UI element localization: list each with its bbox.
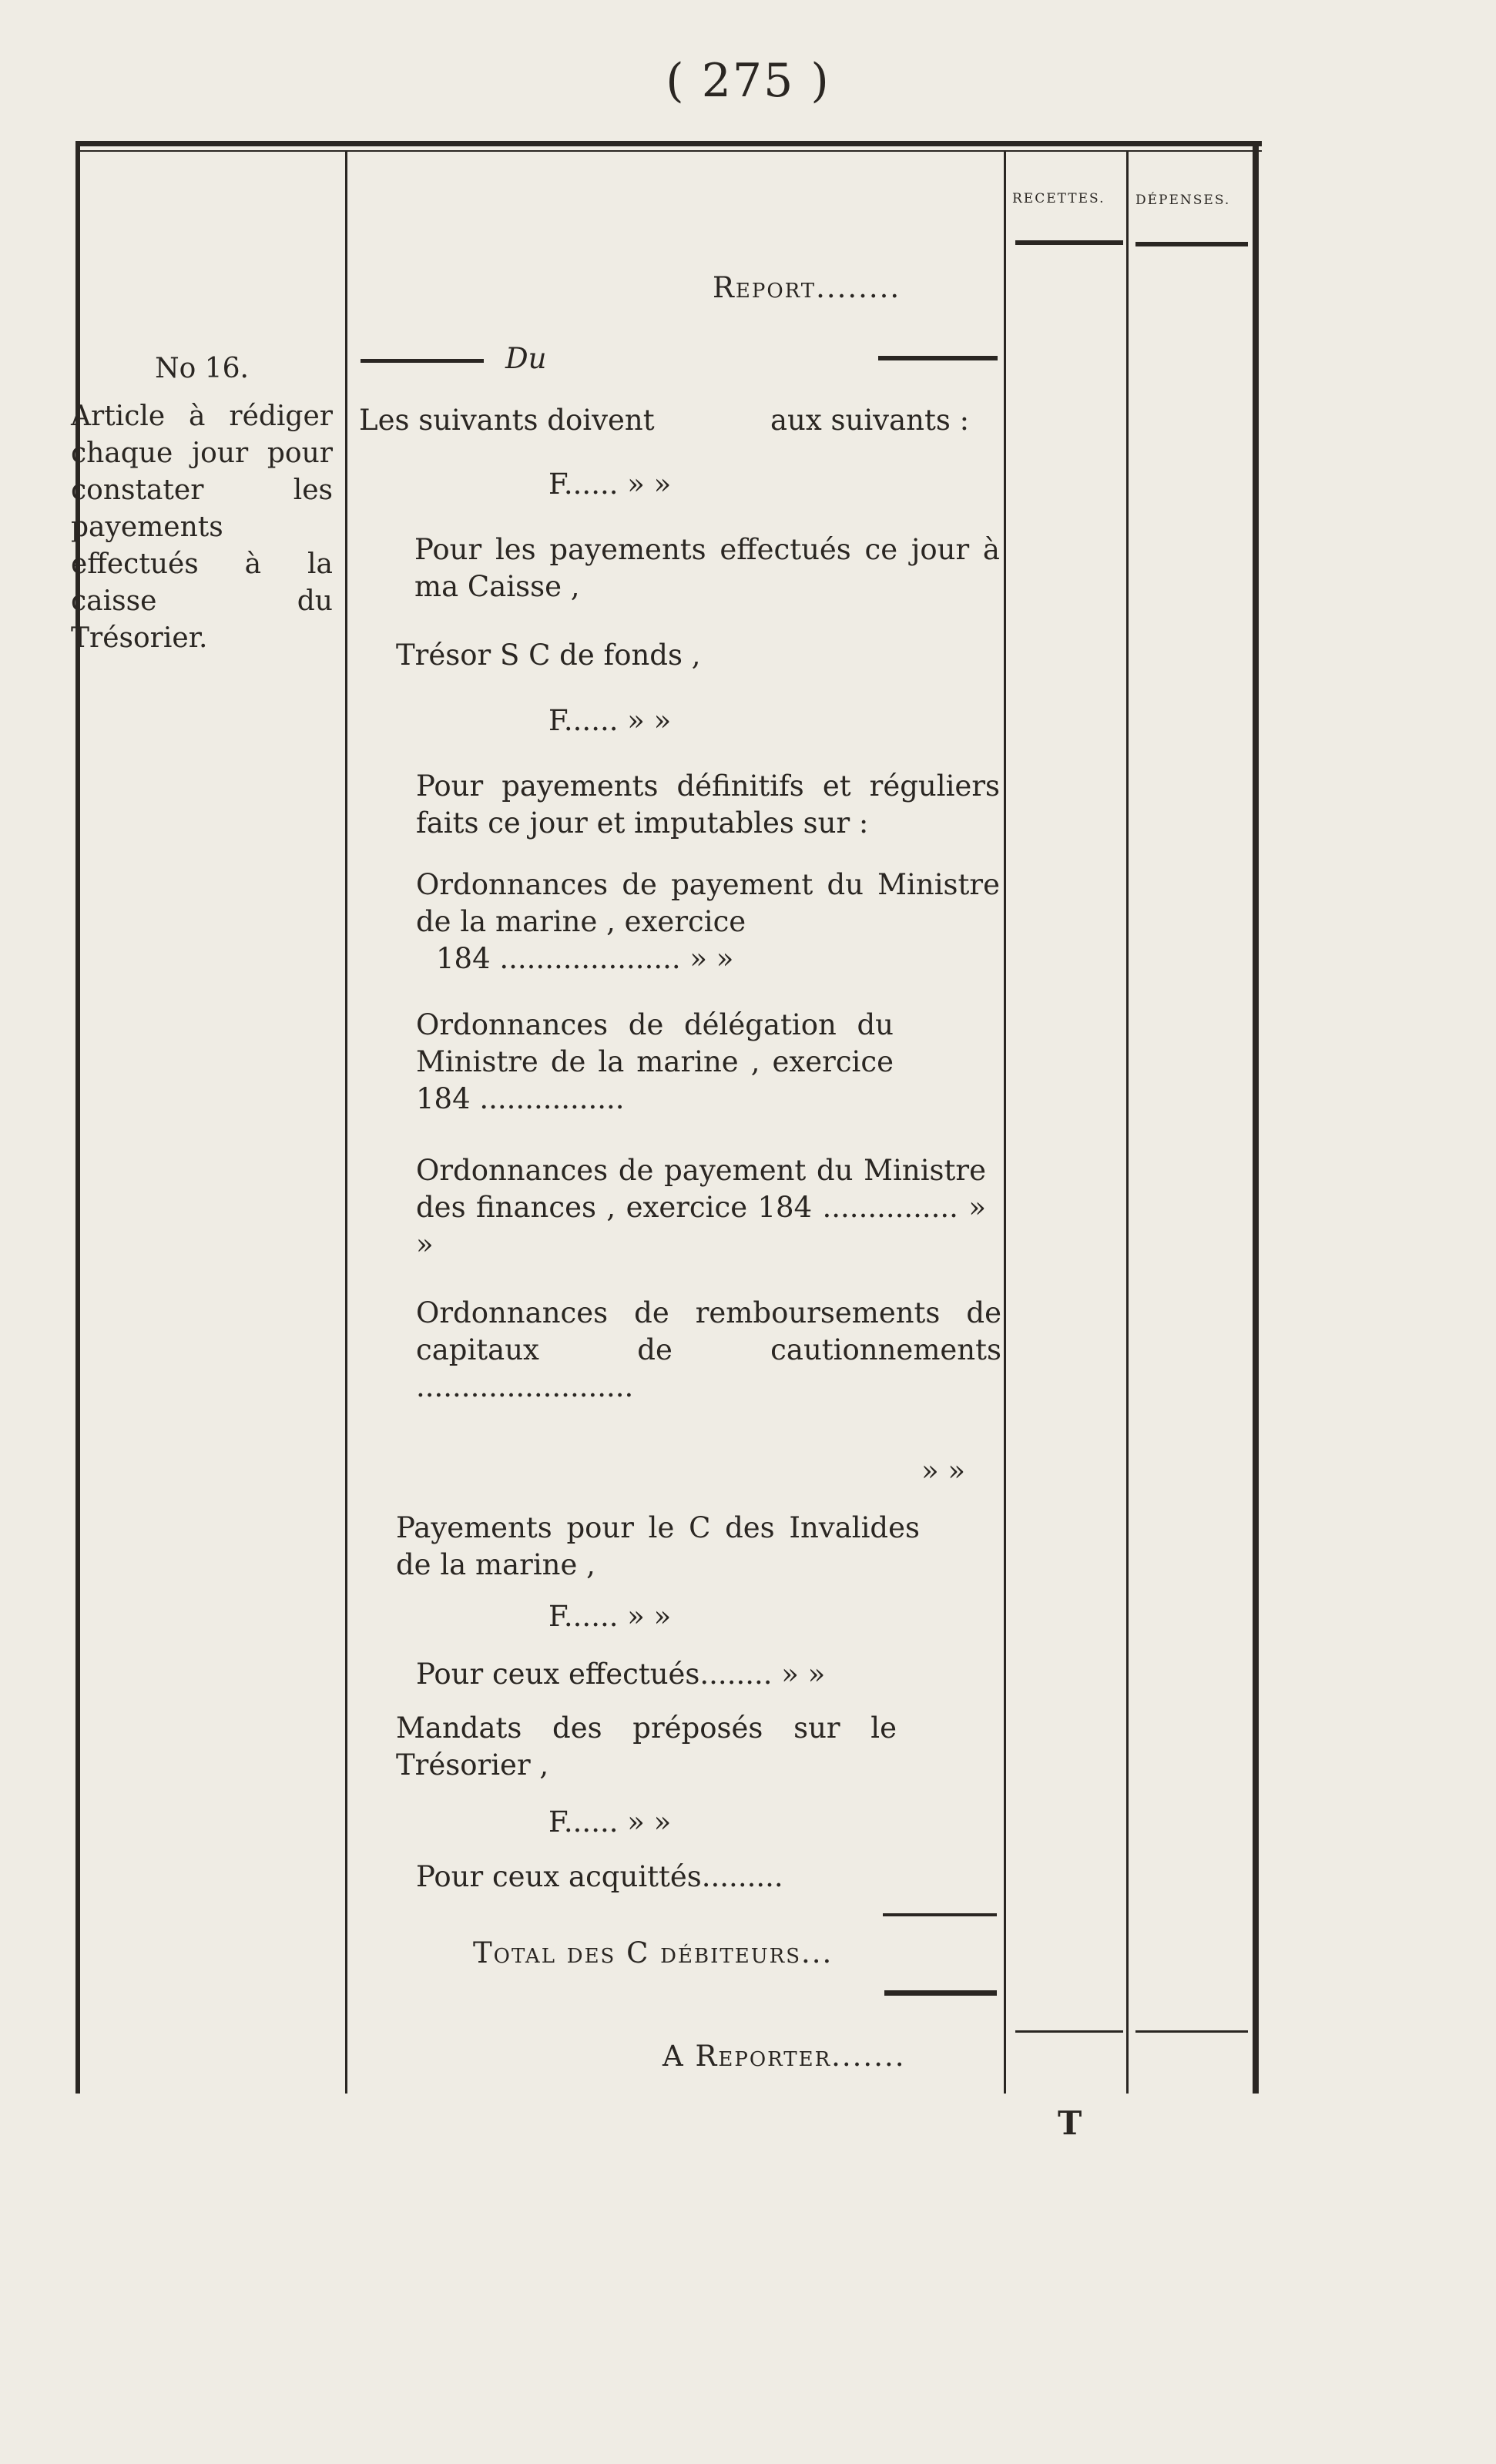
top-rule bbox=[75, 141, 1262, 146]
margin-note bbox=[71, 350, 333, 657]
text-divider bbox=[1004, 152, 1006, 2094]
du-rule-left bbox=[361, 359, 484, 363]
du-rule-right bbox=[878, 356, 998, 360]
signature-mark: T bbox=[1058, 2104, 1082, 2142]
total-lower-rule bbox=[884, 1990, 997, 1996]
ord-cautionnements-amount: » » bbox=[921, 1454, 966, 1487]
du-label: Du bbox=[505, 342, 547, 375]
expenses-heading: DÉPENSES. bbox=[1135, 193, 1231, 208]
total-label: Total des C débiteurs... bbox=[473, 1936, 834, 1970]
total-line bbox=[473, 1935, 833, 1972]
amount-divider bbox=[1126, 152, 1129, 2094]
debtors-heading: Les suivants doivent bbox=[359, 404, 655, 437]
expenses-total-rule bbox=[1135, 2030, 1248, 2033]
total-upper-rule bbox=[883, 1913, 997, 1916]
tresor-line: Trésor S C de fonds , bbox=[396, 639, 701, 672]
acquitted-line: Pour ceux acquittés......... bbox=[416, 1860, 783, 1893]
report-line: Report........ bbox=[713, 271, 901, 304]
receipts-heading-rule bbox=[1015, 240, 1123, 245]
mandats-entry: Mandats des préposés sur le Trésorier , bbox=[396, 1711, 897, 1782]
creditors-heading: aux suivants : bbox=[770, 404, 970, 437]
f-line-2: F...... » » bbox=[548, 704, 672, 737]
receipts-heading: RECETTES. bbox=[1012, 191, 1105, 206]
ord-marine-pay: Ordonnances de payement du Ministre de la marine , exercice bbox=[416, 868, 1000, 938]
ord-cautionnements: Ordonnances de remboursements de capitaux de cautionnements ........................ bbox=[416, 1296, 1001, 1403]
expenses-heading-rule bbox=[1135, 242, 1248, 246]
f-line-4: F...... » » bbox=[548, 1805, 672, 1839]
ord-marine-pay-year: 184 .................... » » bbox=[436, 942, 734, 975]
article-description: Article à rédiger chaque jour pour constater les payements effectués à la caisse du Trésorier. bbox=[71, 401, 333, 654]
effected-line: Pour ceux effectués........ » » bbox=[416, 1658, 826, 1691]
a-reporter-line: A Reporter....... bbox=[662, 2040, 906, 2073]
ord-finances-pay: Ordonnances de payement du Ministre des finances , exercice 184 ............... » » bbox=[416, 1154, 986, 1261]
f-line-1: F...... » » bbox=[548, 468, 672, 501]
f-line-3: F...... » » bbox=[548, 1600, 672, 1633]
article-number: No 16. bbox=[155, 353, 249, 384]
definitive-entry: Pour payements définitifs et réguliers faits ce jour et imputables sur : bbox=[416, 769, 1000, 840]
invalides-entry: Payements pour le C des Invalides de la marine , bbox=[396, 1511, 920, 1581]
right-border bbox=[1253, 141, 1259, 2094]
margin-divider bbox=[345, 152, 347, 2094]
receipts-total-rule bbox=[1015, 2030, 1123, 2033]
payments-cash-entry: Pour les payements effectués ce jour à ma Caisse , bbox=[414, 533, 1000, 603]
top-rule-thin bbox=[75, 150, 1262, 152]
page-number: ( 275 ) bbox=[666, 54, 830, 108]
ord-marine-delegation: Ordonnances de délégation du Ministre de la marine , exercice 184 ................ bbox=[416, 1008, 894, 1115]
